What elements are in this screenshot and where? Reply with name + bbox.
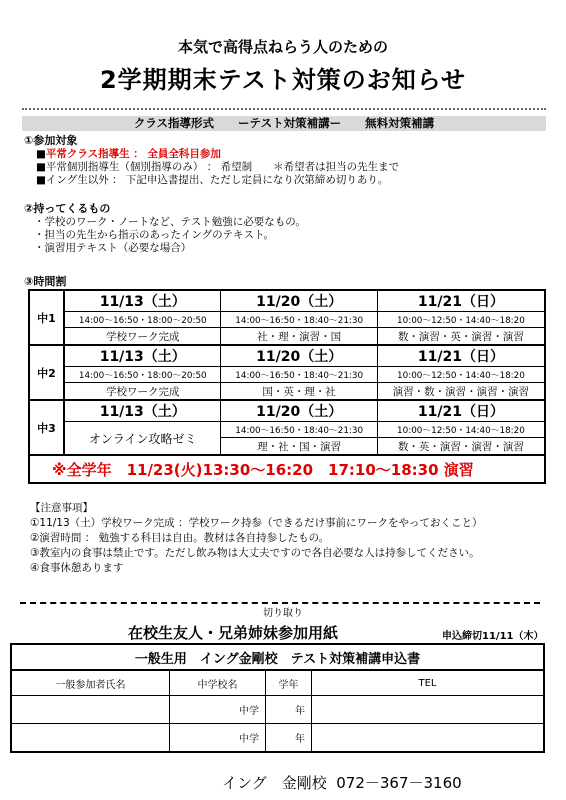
band-item: クラス指導形式 <box>133 116 215 130</box>
time-cell: 10:00～12:50・14:40～18:20 <box>377 312 545 328</box>
column-header: 学年 <box>266 670 312 696</box>
date-cell: 11/13（土） <box>64 290 221 312</box>
date-cell: 11/13（土） <box>64 345 221 367</box>
date-cell: 11/21（日） <box>377 345 545 367</box>
column-header: TEL <box>312 670 545 696</box>
time-cell: 14:00～16:50・18:40～21:30 <box>221 312 377 328</box>
time-cell: 14:00～16:50・18:40～21:30 <box>221 422 377 438</box>
time-cell: 10:00～12:50・14:40～18:20 <box>377 422 545 438</box>
grade-label: 中2 <box>29 345 64 400</box>
form-heading: 在校生友人・兄弟姉妹参加用紙 <box>128 624 339 642</box>
grade-field[interactable]: 年 <box>266 724 312 753</box>
time-cell: 10:00～12:50・14:40～18:20 <box>377 367 545 383</box>
online-seminar-cell: オンライン攻略ゼミ <box>64 422 221 456</box>
subject-cell: 理・社・国・演習 <box>221 438 377 456</box>
list-item: ・学校のワーク・ノートなど、テスト勉強に必要なもの。 <box>34 216 306 228</box>
form-table-title: 一般生用 イング金剛校 テスト対策補講申込書 <box>11 644 544 670</box>
grade-label: 中1 <box>29 290 64 345</box>
format-band <box>22 116 546 131</box>
school-name: イング 金剛校 <box>222 774 327 792</box>
non-students-line: ■イング生以外 ： 下記申込書提出、ただし定員になり次第締め切りあり。 <box>36 174 389 186</box>
section-participants <box>24 132 399 187</box>
bullet: ■ <box>36 148 46 160</box>
date-cell: 11/20（土） <box>221 345 377 367</box>
grade-field[interactable]: 年 <box>266 696 312 724</box>
cut-label: 切り取り <box>253 608 313 619</box>
note-item: ①11/13（土）学校ワーク完成 ：学校ワーク持参（できるだけ事前にワークをやっておくこと） <box>30 517 483 529</box>
subject-cell: 学校ワーク完成 <box>64 383 221 401</box>
list-item: ・演習用テキスト（必要な場合） <box>34 242 192 254</box>
name-field[interactable] <box>11 696 170 724</box>
date-cell: 11/20（土） <box>221 290 377 312</box>
page-title: 2学期期末テスト対策のお知らせ <box>99 66 467 94</box>
subject-cell: 演習・数・演習・演習・演習 <box>377 383 545 401</box>
date-cell: 11/20（土） <box>221 400 377 422</box>
note-item: ③教室内の食事は禁止です。ただし飲み物は大丈夫ですので各自必要な人は持参してください。 <box>30 547 480 559</box>
school-field[interactable]: 中学 <box>170 724 266 753</box>
section-items <box>24 200 306 255</box>
tel-field[interactable] <box>312 724 545 753</box>
subject-cell: 学校ワーク完成 <box>64 328 221 346</box>
band-item: ーテスト対策補講ー <box>238 116 342 130</box>
timetable <box>28 289 546 484</box>
date-cell: 11/21（日） <box>377 290 545 312</box>
date-cell: 11/21（日） <box>377 400 545 422</box>
column-header: 一般参加者氏名 <box>11 670 170 696</box>
individual-students-line: ■平常個別指導生（個別指導のみ） ： 希望制 ＊希望者は担当の先生まで <box>36 161 400 173</box>
section-heading: ②持ってくるもの <box>24 202 111 215</box>
time-cell: 14:00～16:50・18:00～20:50 <box>64 312 221 328</box>
subject-cell: 数・演習・英・演習・演習 <box>377 328 545 346</box>
deadline: 申込締切11/11（木） <box>442 631 544 642</box>
subject-cell: 数・英・演習・演習・演習 <box>377 438 545 456</box>
subject-cell: 国・英・理・社 <box>221 383 377 401</box>
note-item: ④食事休憩あります <box>30 562 124 574</box>
notes <box>30 501 483 576</box>
notes-heading: 【注意事項】 <box>30 502 93 514</box>
subject-cell: 社・理・演習・国 <box>221 328 377 346</box>
time-cell: 14:00～16:50・18:40～21:30 <box>221 367 377 383</box>
column-header: 中学校名 <box>170 670 266 696</box>
name-field[interactable] <box>11 724 170 753</box>
note-item: ②演習時間 ： 勉強する科目は自由。教材は各自持参したもの。 <box>30 532 330 544</box>
school-field[interactable]: 中学 <box>170 696 266 724</box>
class-students-line: 平常クラス指導生 ： 全員全科目参加 <box>45 148 221 160</box>
band-item: 無料対策補講 <box>365 116 435 130</box>
divider <box>22 108 546 110</box>
footer <box>222 772 462 793</box>
section-heading: ③時間割 <box>24 275 67 288</box>
application-form <box>10 643 545 753</box>
phone-number: 072－367－3160 <box>336 774 462 792</box>
date-cell: 11/13（土） <box>64 400 221 422</box>
section-heading: ①参加対象 <box>24 134 78 147</box>
tel-field[interactable] <box>312 696 545 724</box>
list-item: ・担当の先生から指示のあったイングのテキスト。 <box>34 229 275 241</box>
all-grades-practice: ※全学年 11/23(火)13:30～16:20 17:10～18:30 演習 <box>29 455 545 483</box>
subtitle: 本気で高得点ねらう人のための <box>177 38 388 56</box>
time-cell: 14:00～16:50・18:00～20:50 <box>64 367 221 383</box>
grade-label: 中3 <box>29 400 64 455</box>
